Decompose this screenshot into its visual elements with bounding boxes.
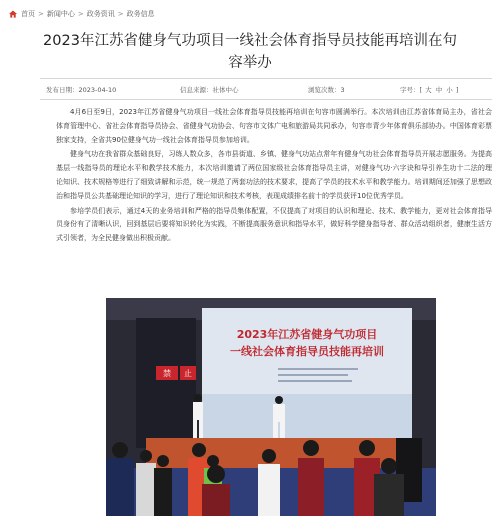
photo-pillar [136, 318, 196, 448]
info-source-label: 信息来源： [180, 86, 213, 94]
instructor-leg [273, 422, 278, 438]
banner-subtext [278, 374, 348, 376]
font-size-control: 字号：[ 大 中 小 ] [400, 86, 459, 94]
participant [106, 458, 134, 516]
breadcrumb-gov-info[interactable]: 政务信息 [126, 10, 155, 18]
instructor-leg [193, 420, 197, 438]
breadcrumb [8, 6, 155, 22]
view-count-label: 浏览次数： [308, 86, 341, 94]
breadcrumb-separator: > [38, 10, 44, 18]
banner-title-line1: 2023年江苏省健身气功项目 [236, 328, 378, 341]
participant-head [112, 442, 128, 458]
instructor-head [194, 394, 202, 402]
participant-head [140, 450, 152, 462]
info-source [180, 85, 239, 94]
instructor-leg [199, 420, 203, 438]
publish-date-label: 发布日期： [46, 86, 79, 94]
font-size-label: 字号： [400, 86, 420, 94]
breadcrumb-separator: > [77, 10, 84, 18]
breadcrumb-separator: > [117, 10, 124, 18]
instructor-body [193, 402, 203, 420]
prohibition-sign-text-right: 止 [184, 369, 192, 378]
article-paragraph: 健身气功在我省群众基础良好，习练人数众多，各市县街道、乡镇、健身气功站点常年有健身气功社会体育指导员开展志愿服务。为提高基层一线指导员的理论水平和教学技术能力，本次培训邀请了两位国家级社会体育指导员主讲，对健身气功·六字诀和导引养生功十二法的理论知识、技术规格等进行了细致讲解和示范，统一规范了两套功法的技术要求，提高了学员的技术水平和教学能力。培训期间还加强了思想政治和指导员公共基础理论知识的学习，进行了理论知识和技术考核，表现成绩排名前十的学员获评10位优秀学员。 [56, 150, 492, 200]
participant [154, 468, 172, 516]
home-icon[interactable] [8, 9, 18, 19]
banner-title-line2: 一线社会体育指导员技能再培训 [230, 345, 384, 358]
article-photo [106, 298, 436, 516]
participant-head [303, 440, 319, 456]
banner-lower-band [202, 394, 412, 438]
article-meta-bar [40, 78, 492, 100]
participant-head [192, 443, 206, 457]
breadcrumb-news-center[interactable]: 新闻中心 [46, 10, 75, 18]
publish-date [46, 85, 116, 94]
publish-date-value: 2023-04-10 [78, 86, 117, 94]
breadcrumb-gov-news[interactable]: 政务资讯 [86, 10, 115, 18]
article-paragraph: 参培学员们表示，通过4天的业务培训和严格的指导员集体配置，不仅提高了对项目的认识和理论、技术、教学能力，更对社会体育指导员身份有了清晰认识，回到基层后要将知识转化为实践，不断提高服务意识和指导水平，做好科学健身指导者、群众活动组织者，健康生活方式引领者，为全民健身做出积极贡献。 [56, 206, 492, 243]
banner-subtext [278, 368, 358, 370]
breadcrumb-home[interactable]: 首页 [21, 10, 35, 18]
training-photo-illustration [106, 298, 436, 516]
participant-head [381, 458, 397, 474]
article-body [56, 106, 492, 247]
view-count-value: 3 [340, 86, 345, 94]
instructor-leg [280, 422, 285, 438]
font-size-large-link[interactable]: 大 [425, 86, 432, 94]
participant [374, 474, 404, 516]
participant [258, 464, 280, 516]
participant-head [157, 455, 169, 467]
article-paragraph: 4月6日至9日，2023年江苏省健身气功项目一线社会体育指导员技能再培训在句容市圆满举行。本次培训由江苏省体育局主办，省社会体育管理中心、省社会体育指导员协会、省健身气功协会、句容市文体广电和旅游局共同承办，句容市青少年体育俱乐部协办。中国体育彩票独家支持，全省共90位健身气功一线社会体育指导员参加培训。 [56, 108, 492, 144]
participant [136, 463, 156, 516]
instructor-head [275, 396, 283, 404]
participant-head [359, 440, 375, 456]
instructor-body [273, 404, 285, 422]
font-size-small-link[interactable]: 小 [446, 86, 453, 94]
font-size-medium-link[interactable]: 中 [435, 86, 443, 94]
prohibition-sign-text-left: 禁 [163, 369, 171, 378]
participant [202, 484, 230, 516]
participant-head [207, 465, 225, 483]
info-source-value: 社体中心 [212, 86, 239, 94]
view-count [308, 85, 345, 94]
article-title: 2023年江苏省健身气功项目一线社会体育指导员技能再培训在句容举办 [43, 32, 457, 71]
banner-subtext [278, 380, 352, 382]
participant-head [262, 449, 276, 463]
participant [298, 458, 324, 516]
